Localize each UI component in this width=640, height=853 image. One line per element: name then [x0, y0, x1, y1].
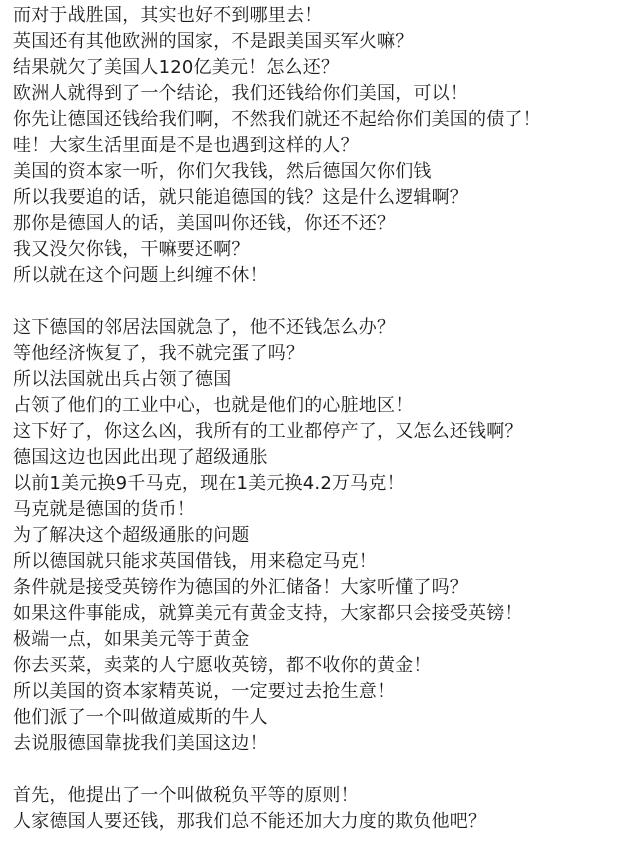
text-line: 德国这边也因此出现了超级通胀 [13, 447, 268, 468]
text-line: 那你是德国人的话，美国叫你还钱，你还不还？ [13, 213, 396, 234]
paragraph-3 [13, 783, 635, 835]
text-line: 这下好了，你这么凶，我所有的工业都停产了，又怎么还钱啊？ [13, 421, 523, 442]
text-line: 去说服德国靠拢我们美国这边！ [13, 733, 268, 754]
text-line: 马克就是德国的货币！ [13, 499, 195, 520]
paragraph-2 [13, 315, 635, 757]
text-line: 所以就在这个问题上纠缠不休！ [13, 265, 268, 286]
text-line: 这下德国的邻居法国就急了，他不还钱怎么办？ [13, 317, 396, 338]
text-line: 你先让德国还钱给我们啊，不然我们就还不起给你们美国的债了！ [13, 109, 541, 130]
text-line: 而对于战胜国，其实也好不到哪里去！ [13, 5, 323, 26]
text-line: 所以我要追的话，就只能追德国的钱？这是什么逻辑啊？ [13, 187, 468, 208]
article-text [13, 3, 635, 835]
text-line: 欧洲人就得到了一个结论，我们还钱给你们美国，可以！ [13, 83, 468, 104]
text-line: 首先，他提出了一个叫做税负平等的原则！ [13, 785, 359, 806]
text-line: 结果就欠了美国人120亿美元！怎么还？ [13, 57, 340, 78]
text-line: 你去买菜，卖菜的人宁愿收英镑，都不收你的黄金！ [13, 655, 432, 676]
text-line: 极端一点，如果美元等于黄金 [13, 629, 250, 650]
text-line: 他们派了一个叫做道威斯的牛人 [13, 707, 268, 728]
paragraph-gap [13, 289, 635, 315]
text-line: 如果这件事能成，就算美元有黄金支持，大家都只会接受英镑！ [13, 603, 523, 624]
text-line: 为了解决这个超级通胀的问题 [13, 525, 250, 546]
text-line: 所以法国就出兵占领了德国 [13, 369, 232, 390]
paragraph-gap [13, 757, 635, 783]
text-line: 占领了他们的工业中心，也就是他们的心脏地区！ [13, 395, 414, 416]
paragraph-1 [13, 3, 635, 289]
text-line: 哇！大家生活里面是不是也遇到这样的人？ [13, 135, 359, 156]
text-line: 所以德国就只能求英国借钱，用来稳定马克！ [13, 551, 377, 572]
text-line: 人家德国人要还钱，那我们总不能还加大力度的欺负他吧？ [13, 811, 487, 832]
text-line: 美国的资本家一听，你们欠我钱，然后德国欠你们钱 [13, 161, 432, 182]
text-line: 我又没欠你钱，干嘛要还啊？ [13, 239, 250, 260]
text-line: 条件就是接受英镑作为德国的外汇储备！大家听懂了吗？ [13, 577, 468, 598]
text-line: 英国还有其他欧洲的国家，不是跟美国买军火嘛？ [13, 31, 414, 52]
text-line: 所以美国的资本家精英说，一定要过去抢生意！ [13, 681, 396, 702]
text-line: 等他经济恢复了，我不就完蛋了吗？ [13, 343, 305, 364]
text-line: 以前1美元换9千马克，现在1美元换4.2万马克！ [13, 473, 405, 494]
